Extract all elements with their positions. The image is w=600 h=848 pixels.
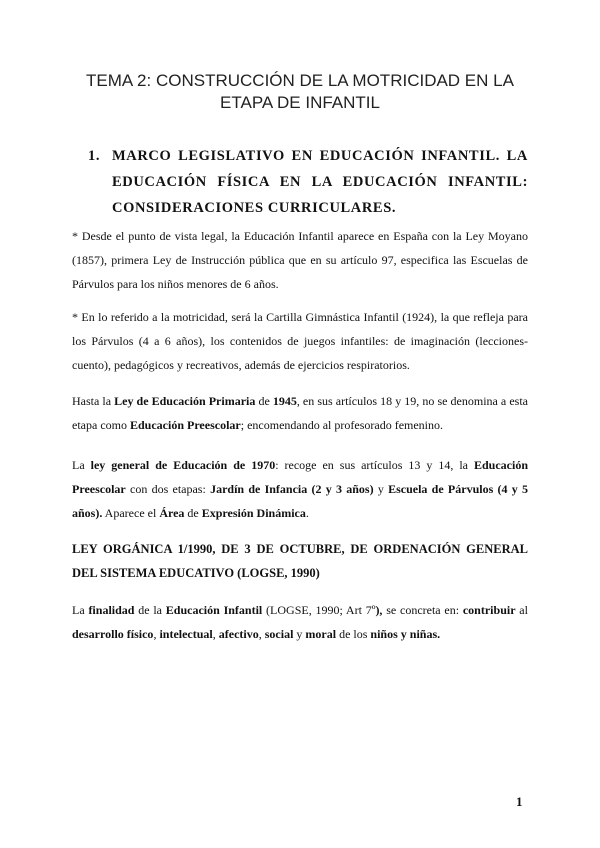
bold-text: Escuela de Párvulos (4 y 5 años). <box>72 482 528 520</box>
text: de <box>184 506 202 520</box>
bold-text: moral <box>305 627 337 641</box>
title-line-2: ETAPA DE INFANTIL <box>220 93 380 112</box>
bold-text: afectivo <box>218 627 259 641</box>
law-heading: LEY ORGÁNICA 1/1990, DE 3 DE OCTUBRE, DE ORDENACIÓN GENERAL DEL SISTEMA EDUCATIVO (LOGSE, 1990) <box>72 542 528 580</box>
text: : recoge en sus artículos 13 y 14, la <box>275 458 474 472</box>
section-heading <box>88 143 528 221</box>
text: , <box>258 627 265 641</box>
bold-text: Ley de Educación Primaria <box>114 394 256 408</box>
bold-text: Educación Preescolar <box>129 418 241 432</box>
bold-text: Educación Preescolar <box>72 458 528 496</box>
bold-text: niños y niñas. <box>370 627 441 641</box>
text: . <box>305 506 309 520</box>
text: Hasta la <box>72 394 115 408</box>
bold-text: ley general de Educación de 1970 <box>90 458 276 472</box>
paragraph-ley-1970 <box>72 453 528 525</box>
paragraph-ley-1945 <box>72 389 528 437</box>
text: de la <box>134 603 166 617</box>
text: , <box>212 627 219 641</box>
bold-text: desarrollo físico <box>72 627 154 641</box>
text: al <box>515 603 528 617</box>
bold-text: 1945 <box>272 394 297 408</box>
section-number: 1. <box>88 148 101 164</box>
text: de los <box>336 627 371 641</box>
text: , <box>153 627 160 641</box>
text: ; encomendando al profesorado femenino. <box>240 418 444 432</box>
bold-text: social <box>264 627 294 641</box>
text: y <box>373 482 389 496</box>
bold-text: Educación Infantil <box>165 603 263 617</box>
text: (LOGSE, 1990; Art 7º <box>262 603 376 617</box>
paragraph-ley-moyano: * Desde el punto de vista legal, la Educación Infantil aparece en España con la Ley Moyano (1857), primera Ley de Instrucción pública que en su artículo 97, especifica las Escuelas de Párvulos para los niños menores de 6 años. <box>72 229 528 291</box>
text: Aparece el <box>102 506 160 520</box>
paragraph-finalidad <box>72 598 528 646</box>
text: se concreta en: <box>382 603 463 617</box>
section-heading-text: MARCO LEGISLATIVO EN EDUCACIÓN INFANTIL. LA EDUCACIÓN FÍSICA EN LA EDUCACIÓN INFANTIL: CONSIDERACIONES CURRICULARES. <box>112 148 528 216</box>
bold-text: Área <box>159 506 185 520</box>
document-title <box>60 70 540 114</box>
bold-text: finalidad <box>88 603 135 617</box>
page-number: 1 <box>516 794 523 809</box>
text: con dos etapas: <box>125 482 211 496</box>
title-line-1: TEMA 2: CONSTRUCCIÓN DE LA MOTRICIDAD EN LA <box>86 71 514 90</box>
text: La <box>72 458 91 472</box>
bold-text: contribuir <box>462 603 516 617</box>
bold-text: intelectual <box>159 627 213 641</box>
paragraph-cartilla-gimnastica: * En lo referido a la motricidad, será la Cartilla Gimnástica Infantil (1924), la que refleja para los Párvulos (4 a 6 años), los contenidos de juegos infantiles: de imaginación (lecciones-cuento), pedagógicos y recreativos, además de ejercicios respiratorios. <box>72 310 528 372</box>
bold-text: Expresión Dinámica <box>201 506 306 520</box>
text: La <box>72 603 89 617</box>
bold-text: Jardín de Infancia (2 y 3 años) <box>210 482 374 496</box>
bold-text: ), <box>375 603 383 617</box>
text: y <box>293 627 306 641</box>
text: , en sus artículos 18 y 19, no se denomina a esta etapa como <box>72 394 528 432</box>
text: de <box>255 394 273 408</box>
